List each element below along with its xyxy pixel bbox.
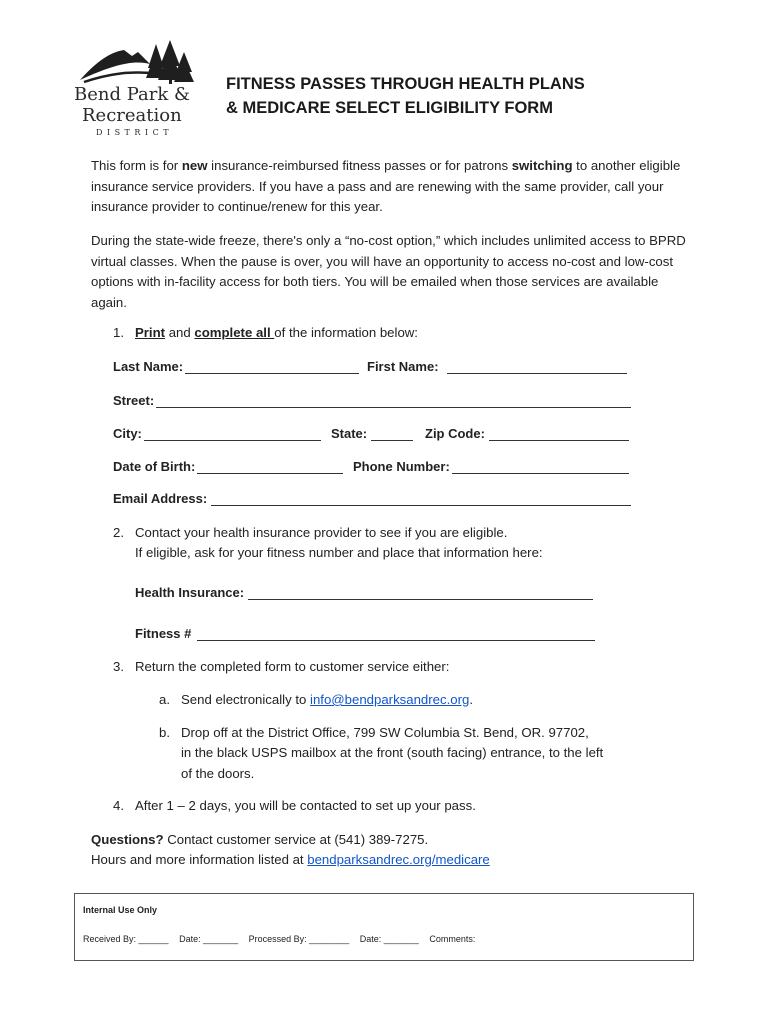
step-3b-line2: in the black USPS mailbox at the front (south facing) entrance, to the left [181, 745, 604, 760]
step-number: 3. [113, 659, 124, 674]
internal-use-row [83, 934, 483, 944]
step-1 [113, 325, 418, 340]
logo-text-line2: Recreation [82, 105, 182, 126]
step2-line1: Contact your health insurance provider to see if you are eligible. [135, 525, 508, 540]
zip-field[interactable] [425, 426, 629, 441]
date-field-1: Date: _______ [179, 934, 239, 944]
dob-row [113, 459, 631, 477]
phone-label: Phone Number: [353, 459, 450, 474]
step-3b-line3: of the doors. [181, 766, 255, 781]
step1-rest: of the information below: [274, 325, 418, 340]
bprd-logo [74, 38, 196, 140]
form-title [226, 72, 706, 120]
name-row [113, 359, 631, 377]
comments-field: Comments: [429, 934, 476, 944]
email-line[interactable] [211, 492, 631, 506]
intro-text: This form is for [91, 158, 182, 173]
city-row [113, 426, 631, 444]
intro-paragraph-1 [91, 156, 691, 218]
step1-and: and [165, 325, 195, 340]
step3-text: Return the completed form to customer service either: [135, 659, 450, 674]
health-insurance-line[interactable] [248, 586, 593, 600]
step-number: 4. [113, 798, 124, 813]
questions-label: Questions? [91, 832, 164, 847]
fitness-number-label: Fitness # [135, 626, 192, 641]
hours-line [91, 852, 490, 867]
intro-text: insurance-reimbursed fitness passes or for patrons [207, 158, 512, 173]
substep-label: a. [159, 692, 170, 707]
email-row [113, 491, 631, 509]
state-line[interactable] [371, 427, 413, 441]
health-insurance-field[interactable] [135, 585, 593, 600]
questions-text: Contact customer service at (541) 389-7275. [163, 832, 429, 847]
questions-line [91, 832, 428, 847]
email-label: Email Address: [113, 491, 208, 506]
health-insurance-row [135, 585, 595, 603]
street-line[interactable] [156, 394, 631, 408]
city-field[interactable] [113, 426, 321, 441]
city-line[interactable] [144, 427, 321, 441]
step3b-line1: Drop off at the District Office, 799 SW Columbia St. Bend, OR. 97702, [181, 725, 589, 740]
zip-label: Zip Code: [425, 426, 485, 441]
substep-label: b. [159, 725, 170, 740]
date-field-2: Date: _______ [359, 934, 419, 944]
step-3b [159, 725, 589, 740]
first-name-label: First Name: [367, 359, 439, 374]
step-number: 2. [113, 525, 124, 540]
intro-text: to another eligible insurance service providers. If you have a pass and are renewing with the same provider, call your insurance provider to continue/renew for this year. [91, 158, 681, 214]
step-4 [113, 798, 476, 813]
dob-line[interactable] [197, 460, 343, 474]
city-label: City: [113, 426, 142, 441]
intro-paragraph-2: During the state-wide freeze, there's only a “no-cost option,” which includes unlimited access to BPRD virtual classes. When the pause is over, you will have an opportunity to access no-cost and low-cost options with in-facility access for both tiers. You will be emailed when those services are available again. [91, 233, 686, 310]
step-3a [159, 692, 473, 707]
step3a-text: Send electronically to [181, 692, 311, 707]
logo-text-district: DISTRICT [96, 128, 174, 137]
phone-line[interactable] [452, 460, 629, 474]
mountain-trees-icon [74, 38, 196, 90]
medicare-link[interactable]: bendparksandrec.org/medicare [307, 852, 490, 867]
street-label: Street: [113, 393, 155, 408]
step1-print: Print [135, 325, 166, 340]
email-link[interactable]: info@bendparksandrec.org [310, 692, 470, 707]
first-name-line[interactable] [447, 360, 627, 374]
last-name-line[interactable] [185, 360, 359, 374]
step1-complete-all: complete all [194, 325, 275, 340]
first-name-field[interactable] [367, 359, 627, 374]
internal-use-title: Internal Use Only [83, 905, 158, 915]
state-field[interactable] [331, 426, 413, 441]
phone-field[interactable] [353, 459, 629, 474]
hours-text: Hours and more information listed at [91, 852, 308, 867]
form-title-line2: & MEDICARE SELECT ELIGIBILITY FORM [226, 99, 553, 117]
internal-use-box [74, 893, 694, 961]
intro-emphasis-switching: switching [511, 158, 573, 173]
step3a-end: . [469, 692, 473, 707]
last-name-field[interactable] [113, 359, 359, 374]
health-insurance-label: Health Insurance: [135, 585, 245, 600]
last-name-label: Last Name: [113, 359, 184, 374]
logo-text-line1: Bend Park & [74, 84, 191, 105]
fitness-number-line[interactable] [197, 627, 595, 641]
step-3 [113, 659, 449, 674]
step-number: 1. [113, 325, 124, 340]
state-label: State: [331, 426, 368, 441]
email-field[interactable] [113, 491, 631, 506]
dob-label: Date of Birth: [113, 459, 196, 474]
street-field[interactable] [113, 393, 631, 408]
form-title-line1: FITNESS PASSES THROUGH HEALTH PLANS [226, 75, 585, 93]
street-row [113, 393, 631, 411]
fitness-row [135, 626, 597, 644]
intro-emphasis-new: new [181, 158, 208, 173]
step-2 [113, 525, 507, 540]
received-by-field: Received By: ______ [83, 934, 169, 944]
dob-field[interactable] [113, 459, 343, 474]
fitness-number-field[interactable] [135, 626, 595, 641]
step4-text: After 1 – 2 days, you will be contacted to set up your pass. [135, 798, 476, 813]
step-2-line2: If eligible, ask for your fitness number and place that information here: [135, 545, 543, 560]
processed-by-field: Processed By: ________ [248, 934, 350, 944]
zip-line[interactable] [489, 427, 629, 441]
